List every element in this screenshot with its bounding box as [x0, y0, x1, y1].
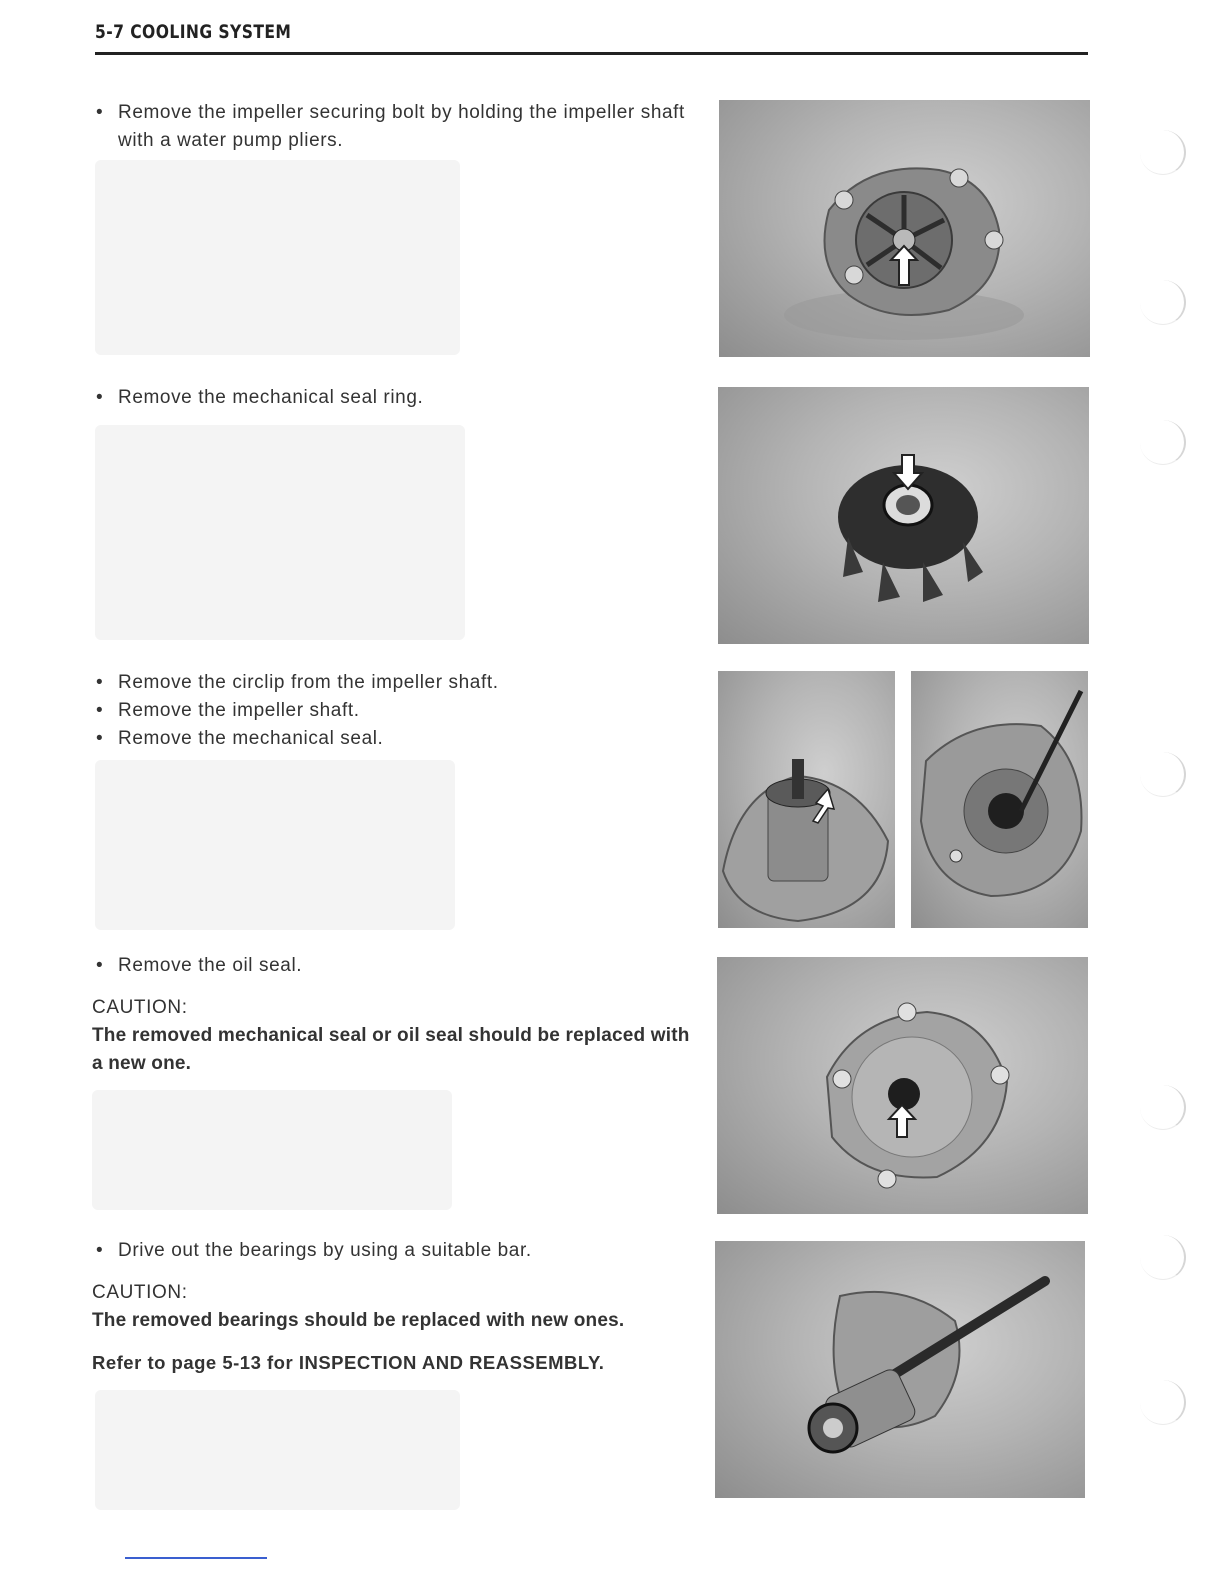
photo-seal-ring — [718, 387, 1089, 644]
step-text-value: Drive out the bearings by using a suitable bar. — [118, 1240, 532, 1261]
step-impeller-bolt — [92, 99, 692, 155]
reference-note: Refer to page 5-13 for INSPECTION AND REASSEMBLY. — [92, 1352, 605, 1373]
step-oil-seal — [92, 952, 692, 1078]
scan-edge-mark — [1140, 280, 1186, 325]
step-text — [92, 952, 692, 980]
step-text-value: Remove the impeller shaft. — [118, 700, 360, 721]
step-text — [92, 1237, 692, 1265]
page-header — [95, 18, 1088, 55]
step-circlip-shaft-seal — [92, 669, 692, 753]
bullet-dot-icon: • — [96, 700, 104, 721]
step-text-value: Remove the mechanical seal ring. — [118, 387, 424, 408]
photo-impeller-bolt — [719, 100, 1090, 357]
scan-edge-mark — [1140, 1380, 1186, 1425]
scan-bleed-block — [95, 760, 455, 930]
step-text — [92, 99, 692, 155]
step-seal-ring — [92, 384, 692, 412]
scan-edge-mark — [1140, 130, 1186, 175]
scan-bleed-block — [95, 425, 465, 640]
seal-ring-image — [718, 387, 1089, 644]
step-text — [92, 669, 692, 697]
bullet-dot-icon: • — [96, 672, 104, 693]
bullet-dot-icon: • — [96, 728, 104, 749]
photo-mech-seal — [911, 671, 1088, 928]
photo-oil-seal — [717, 957, 1088, 1214]
scan-bleed-block — [92, 1090, 452, 1210]
scan-edge-mark — [1140, 420, 1186, 465]
bullet-dot-icon: • — [96, 955, 104, 976]
bearing-driving-image — [715, 1241, 1085, 1498]
step-bearings — [92, 1237, 692, 1377]
scan-edge-mark — [1140, 1085, 1186, 1130]
bullet-dot-icon: • — [96, 1240, 104, 1261]
step-text-value: Remove the circlip from the impeller shaft. — [118, 672, 499, 693]
step-text — [92, 384, 692, 412]
caution-text: The removed mechanical seal or oil seal should be replaced with a new one. — [92, 1025, 690, 1074]
scan-bleed-block — [95, 160, 460, 355]
scan-bleed-block — [95, 1390, 460, 1510]
photo-bearings — [715, 1241, 1085, 1498]
step-text — [92, 697, 692, 725]
step-text-value: Remove the impeller securing bolt by holding the impeller shaft with a water pump pliers. — [118, 102, 685, 151]
caution-label: CAUTION: — [92, 997, 188, 1018]
bullet-dot-icon: • — [96, 387, 104, 408]
circlip-removal-image — [718, 671, 895, 928]
step-text — [92, 725, 692, 753]
page-title: 5-7 COOLING SYSTEM — [95, 21, 292, 43]
photo-circlip — [718, 671, 895, 928]
mechanical-seal-removal-image — [911, 671, 1088, 928]
footer-rule — [125, 1557, 267, 1559]
water-pump-impeller-image — [719, 100, 1090, 357]
bullet-dot-icon: • — [96, 102, 104, 123]
caution-label: CAUTION: — [92, 1282, 188, 1303]
scan-edge-mark — [1140, 1235, 1186, 1280]
step-text-value: Remove the mechanical seal. — [118, 728, 384, 749]
oil-seal-image — [717, 957, 1088, 1214]
scan-edge-mark — [1140, 752, 1186, 797]
step-text-value: Remove the oil seal. — [118, 955, 303, 976]
caution-text: The removed bearings should be replaced with new ones. — [92, 1310, 625, 1331]
